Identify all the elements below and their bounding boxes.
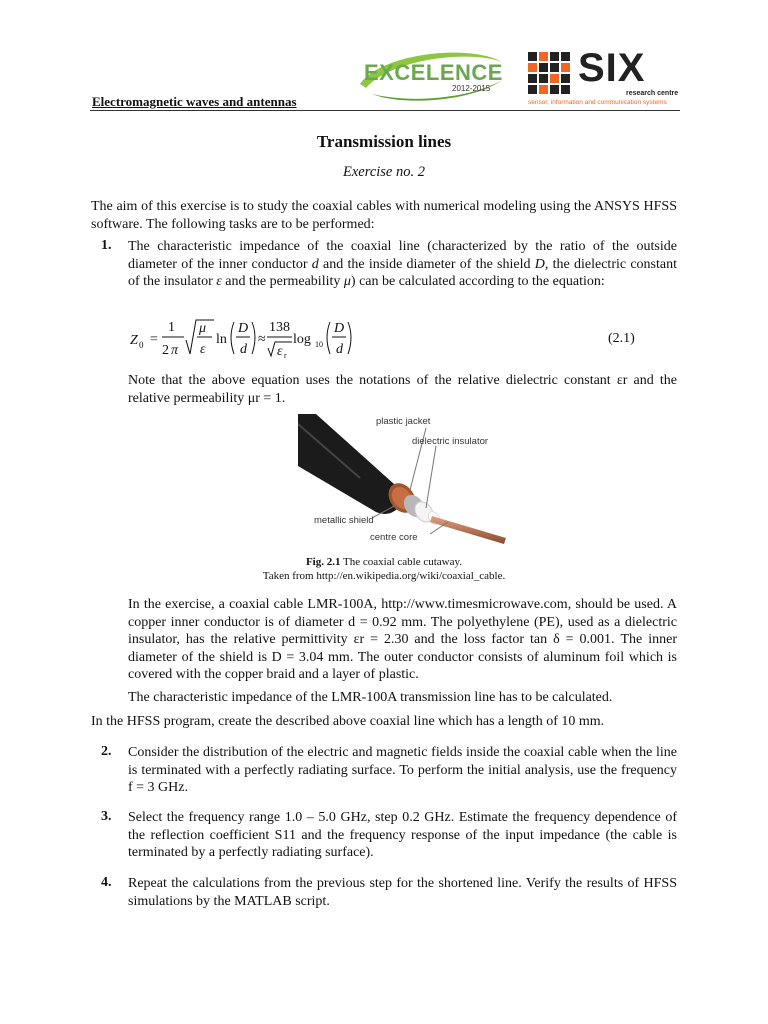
page-subtitle: Exercise no. 2 (342, 164, 425, 180)
label-dielectric-insulator: dielectric insulator (412, 436, 489, 447)
svg-text:ln: ln (216, 332, 227, 347)
svg-text:r: r (284, 351, 287, 360)
svg-text:=: = (150, 332, 158, 347)
intro-paragraph: The aim of this exercise is to study the coaxial cables with numerical modeling using the ANSYS HFSS software. The following tasks are to be performed: (91, 199, 677, 232)
figure-caption: Fig. 2.1 The coaxial cable cutaway. (305, 556, 463, 568)
task-3-number: 3. (101, 809, 112, 824)
svg-text:ε: ε (200, 342, 206, 357)
svg-text:138: 138 (269, 320, 290, 335)
six-logo (528, 46, 688, 110)
svg-text:μ: μ (199, 321, 207, 336)
svg-text:D: D (334, 321, 345, 336)
task-2-text: Consider the distribution of the electric and magnetic fields inside the coaxial cable when the line is terminated with a perfectly radiating surface. To perform the initial analysis, use the frequency f = 3 GHz. (128, 745, 677, 795)
task-1-number: 1. (101, 238, 112, 253)
coax-figure (298, 414, 510, 544)
svg-text:ε: ε (277, 344, 283, 359)
six-logo-text: SIX (578, 46, 646, 90)
svg-text:10: 10 (315, 340, 323, 349)
six-logo-sub: research centre (626, 90, 679, 97)
svg-text:≈: ≈ (258, 332, 266, 347)
label-centre-core: centre core (370, 532, 418, 543)
svg-text:0: 0 (139, 340, 144, 350)
exercise-paragraph: In the exercise, a coaxial cable LMR-100A, http://www.timesmicrowave.com, should be used. A copper inner conductor is of diameter d = 0.92 mm. The polyethylene (PE), used as a dielectric insulator, has the relative permittivity εr = 2.30 and the loss factor tan δ = 0.001. The inner diameter of the shield is D = 3.04 mm. The outer conductor consists of aluminum foil which is covered with the copper braid and a layer of plastic. (128, 597, 677, 682)
task-3-text: Select the frequency range 1.0 – 5.0 GHz, step 0.2 GHz. Estimate the frequency dependence of the reflection coefficient S11 and the frequency response of the input impedance (the cable is terminated by a perfectly radiating surface). (128, 810, 677, 860)
excelence-logo (352, 44, 512, 104)
svg-text:2: 2 (162, 343, 169, 358)
label-metallic-shield: metallic shield (314, 515, 374, 526)
task-4-number: 4. (101, 875, 112, 890)
page-title: Transmission lines (316, 132, 452, 151)
svg-text:1: 1 (168, 320, 175, 335)
svg-text:Z: Z (130, 333, 138, 348)
hfss-paragraph: In the HFSS program, create the described above coaxial line which has a length of 10 mm. (91, 714, 605, 729)
excelence-logo-text: EXCELENCE (364, 60, 503, 85)
excelence-logo-years: 2012-2015 (452, 84, 491, 93)
impedance-paragraph: The characteristic impedance of the LMR-100A transmission line has to be calculated. (128, 690, 613, 705)
task-4-text: Repeat the calculations from the previous step for the shortened line. Verify the results of HFSS simulations by the MATLAB script. (128, 876, 677, 909)
header-divider (90, 110, 680, 111)
equation-number: (2.1) (608, 331, 635, 346)
course-title: Electromagnetic waves and antennas (92, 94, 297, 109)
svg-text:π: π (171, 343, 179, 358)
svg-text:log: log (293, 332, 311, 347)
impedance-equation (126, 314, 366, 362)
svg-text:d: d (336, 342, 343, 357)
equation-note: Note that the above equation uses the notations of the relative dielectric constant εr and the relative permeability μr = 1. (128, 373, 677, 406)
svg-text:d: d (240, 342, 247, 357)
task-2-number: 2. (101, 744, 112, 759)
figure-source: Taken from http://en.wikipedia.org/wiki/coaxial_cable. (262, 570, 506, 582)
six-logo-tagline: sensor, information and communication systems (528, 99, 667, 106)
svg-text:D: D (238, 321, 249, 336)
label-plastic-jacket: plastic jacket (376, 416, 431, 427)
task-1-text: The characteristic impedance of the coaxial line (characterized by the ratio of the outside diameter of the inner conductor d and the inside diameter of the shield D, the dielectric constant of the insulator ε and the permeability μ) can be calculated according to the equation: (128, 239, 677, 289)
six-grid-icon (528, 52, 572, 100)
